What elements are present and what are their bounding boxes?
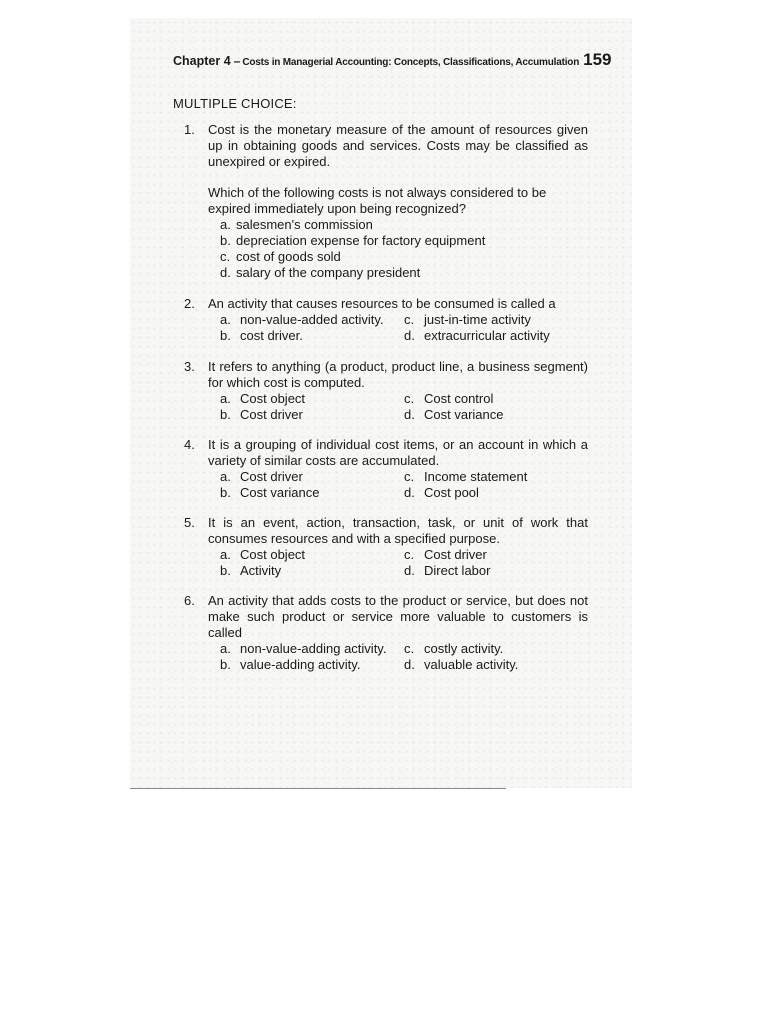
option-letter: a.: [220, 312, 231, 327]
option: [220, 249, 588, 265]
option-text: value-adding activity.: [240, 657, 361, 672]
option-text: Income statement: [424, 469, 528, 484]
option-letter: b.: [220, 407, 231, 422]
running-header: [173, 50, 612, 70]
question-1: [184, 122, 588, 281]
question-stem: It is a grouping of individual cost items, or an account in which a variety of similar costs are accumulated.: [208, 437, 588, 468]
option-grid: [220, 312, 588, 344]
option-grid: [220, 469, 588, 501]
option: [404, 391, 574, 407]
option: [220, 657, 404, 673]
option-grid: [220, 391, 588, 423]
option-text: Activity: [240, 563, 282, 578]
section-title: MULTIPLE CHOICE:: [173, 96, 297, 111]
option-text: extracurricular activity: [424, 328, 550, 343]
option-text: Cost driver: [240, 407, 303, 422]
option-letter: c.: [404, 547, 415, 562]
option-letter: a.: [220, 547, 231, 562]
question-5: [184, 515, 588, 579]
question-stem: It refers to anything (a product, product line, a business segment) for which cost is computed.: [208, 359, 588, 390]
chapter-label: Chapter 4: [173, 54, 231, 68]
option-letter: d.: [404, 485, 415, 500]
option: [404, 657, 574, 673]
option-text: cost driver.: [240, 328, 303, 343]
option: [404, 547, 574, 563]
question-stem: An activity that causes resources to be consumed is called a: [208, 296, 556, 311]
option: [404, 563, 574, 579]
option: [220, 328, 404, 344]
question-number: 5.: [184, 515, 195, 530]
option: [220, 563, 404, 579]
option-letter: b.: [220, 657, 231, 672]
question-stem: An activity that adds costs to the product or service, but does not make such product or service more valuable to customers is called: [208, 593, 588, 640]
question-prompt: Which of the following costs is not always considered to be expired immediately upon being recognized?: [208, 185, 547, 216]
option-letter: a.: [220, 641, 231, 656]
option-grid: [220, 547, 588, 579]
question-2: [184, 296, 588, 344]
option: [404, 328, 574, 344]
option-text: just-in-time activity: [424, 312, 531, 327]
option-text: salesmen's commission: [236, 217, 373, 232]
option-letter: d.: [404, 563, 415, 578]
bottom-rule: [130, 788, 506, 789]
option-letter: c.: [404, 312, 415, 327]
question-number: 2.: [184, 296, 195, 311]
option-text: non-value-added activity.: [240, 312, 384, 327]
option: [404, 485, 574, 501]
option: [404, 641, 574, 657]
option-letter: b.: [220, 485, 231, 500]
question-number: 3.: [184, 359, 195, 374]
question-number: 6.: [184, 593, 195, 608]
option: [220, 641, 404, 657]
question-stem: It is an event, action, transaction, task, or unit of work that consumes resources and with a specified purpose.: [208, 515, 588, 546]
option: [404, 312, 574, 328]
option-text: Cost variance: [240, 485, 320, 500]
option-text: Cost variance: [424, 407, 504, 422]
option-text: non-value-adding activity.: [240, 641, 387, 656]
question-6: [184, 593, 588, 673]
option-letter: d.: [404, 328, 415, 343]
option-letter: a.: [220, 391, 231, 406]
option-letter: a.: [220, 469, 231, 484]
option: [220, 547, 404, 563]
question-4: [184, 437, 588, 501]
option: [220, 391, 404, 407]
option-text: cost of goods sold: [236, 249, 341, 264]
question-stem: Cost is the monetary measure of the amount of resources given up in obtaining goods and services. Costs may be classified as unexpired or expired.: [208, 122, 588, 169]
option-letter: b.: [220, 233, 231, 248]
page-number: 159: [583, 50, 612, 69]
option-list: [220, 217, 588, 281]
option: [404, 469, 574, 485]
option-text: Direct labor: [424, 563, 491, 578]
option-letter: b.: [220, 328, 231, 343]
option-text: Cost object: [240, 391, 306, 406]
option: [220, 312, 404, 328]
option-text: depreciation expense for factory equipment: [236, 233, 486, 248]
option-text: valuable activity.: [424, 657, 519, 672]
option-text: Cost pool: [424, 485, 479, 500]
option: [220, 265, 588, 281]
option: [220, 469, 404, 485]
option-text: Cost driver: [240, 469, 303, 484]
option-text: Cost object: [240, 547, 306, 562]
question-number: 4.: [184, 437, 195, 452]
option-letter: d.: [220, 265, 231, 280]
question-3: [184, 359, 588, 423]
option-letter: c.: [404, 641, 415, 656]
option-letter: c.: [220, 249, 231, 264]
option: [220, 485, 404, 501]
option-letter: c.: [404, 469, 415, 484]
option-grid: [220, 641, 588, 673]
question-number: 1.: [184, 122, 195, 137]
option: [220, 217, 588, 233]
option-text: Cost control: [424, 391, 494, 406]
chapter-topic: Costs in Managerial Accounting: Concepts, Classifications, Accumulation: [242, 57, 580, 68]
option-letter: d.: [404, 407, 415, 422]
option: [404, 407, 574, 423]
option-text: costly activity.: [424, 641, 504, 656]
option-letter: a.: [220, 217, 231, 232]
option-letter: d.: [404, 657, 415, 672]
option: [220, 233, 588, 249]
option-text: salary of the company president: [236, 265, 421, 280]
option-text: Cost driver: [424, 547, 487, 562]
option-letter: c.: [404, 391, 415, 406]
option-letter: b.: [220, 563, 231, 578]
header-separator: –: [233, 54, 241, 68]
option: [220, 407, 404, 423]
